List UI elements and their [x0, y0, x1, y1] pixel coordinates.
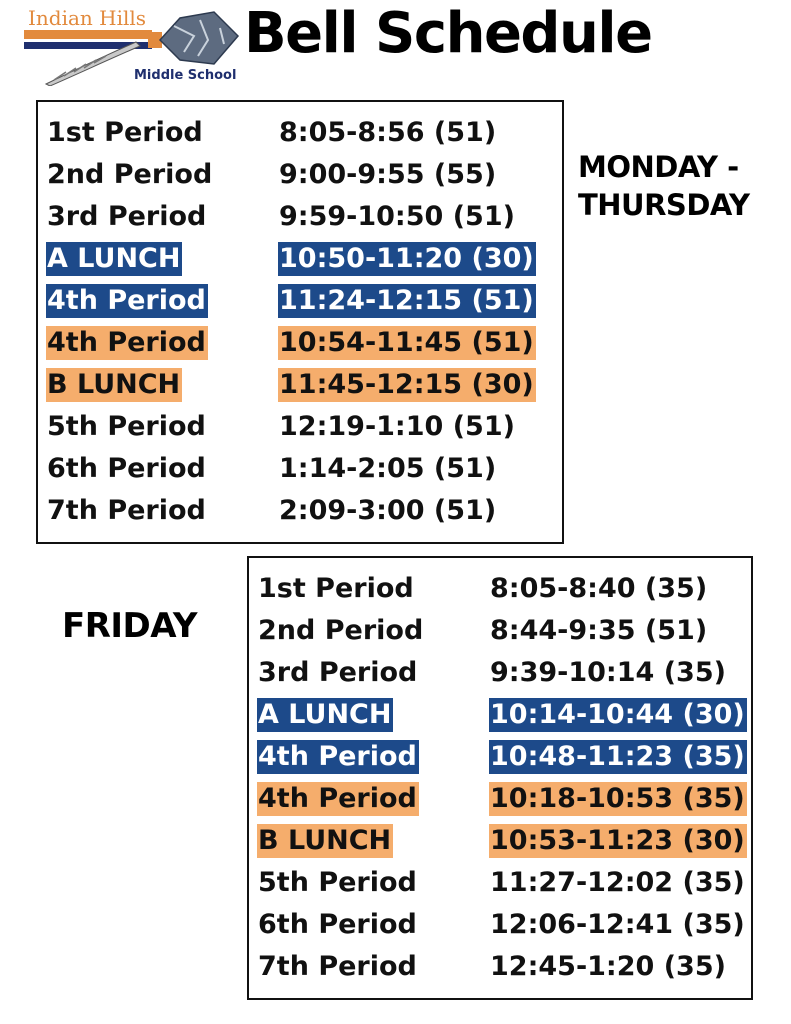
period-name: 6th Period [258, 909, 417, 940]
monday-thursday-label-line1: MONDAY - [578, 150, 739, 184]
schedule-row [257, 572, 759, 606]
schedule-row [257, 614, 759, 648]
period-time: 9:00-9:55 (55) [279, 159, 497, 190]
period-time: 12:45-1:20 (35) [490, 951, 726, 982]
period-name: 7th Period [258, 951, 417, 982]
monday-thursday-schedule [36, 100, 564, 544]
schedule-row [46, 116, 570, 150]
period-name: 7th Period [47, 495, 206, 526]
period-name: B LUNCH [258, 825, 392, 856]
schedule-row [257, 950, 759, 984]
period-name: 4th Period [47, 327, 206, 358]
period-name: 1st Period [47, 117, 203, 148]
schedule-row [257, 908, 759, 942]
schedule-row [46, 200, 570, 234]
period-name: A LUNCH [47, 243, 181, 274]
period-time: 9:59-10:50 (51) [279, 201, 515, 232]
period-name: 5th Period [47, 411, 206, 442]
period-time: 9:39-10:14 (35) [490, 657, 726, 688]
period-time: 10:48-11:23 (35) [490, 741, 745, 772]
schedule-row [46, 284, 570, 318]
school-type-wordmark: Middle School [134, 68, 237, 83]
period-time: 8:05-8:40 (35) [490, 573, 708, 604]
period-name: 2nd Period [47, 159, 213, 190]
period-name: 4th Period [258, 741, 417, 772]
page-title: Bell Schedule [244, 1, 652, 66]
schedule-row [46, 242, 570, 276]
period-time: 10:54-11:45 (51) [279, 327, 534, 358]
period-time: 11:24-12:15 (51) [279, 285, 534, 316]
schedule-row [257, 656, 759, 690]
monday-thursday-label [578, 148, 750, 224]
period-time: 2:09-3:00 (51) [279, 495, 497, 526]
period-name: 4th Period [47, 285, 206, 316]
school-logo [24, 6, 244, 86]
schedule-row [46, 326, 570, 360]
period-name: 2nd Period [258, 615, 424, 646]
period-time: 12:19-1:10 (51) [279, 411, 515, 442]
period-name: 3rd Period [47, 201, 207, 232]
schedule-row [46, 452, 570, 486]
period-time: 11:27-12:02 (35) [490, 867, 745, 898]
period-time: 1:14-2:05 (51) [279, 453, 497, 484]
period-time: 10:50-11:20 (30) [279, 243, 534, 274]
period-time: 10:18-10:53 (35) [490, 783, 745, 814]
period-time: 11:45-12:15 (30) [279, 369, 534, 400]
schedule-row [46, 158, 570, 192]
period-name: 6th Period [47, 453, 206, 484]
schedule-row [46, 368, 570, 402]
period-name: 3rd Period [258, 657, 418, 688]
schedule-row [46, 494, 570, 528]
schedule-row [257, 740, 759, 774]
period-name: 5th Period [258, 867, 417, 898]
period-name: A LUNCH [258, 699, 392, 730]
schedule-row [257, 824, 759, 858]
school-name-wordmark: Indian Hills [28, 6, 147, 30]
schedule-row [257, 866, 759, 900]
schedule-row [257, 782, 759, 816]
friday-label: FRIDAY [62, 606, 197, 646]
period-time: 8:44-9:35 (51) [490, 615, 708, 646]
period-name: 4th Period [258, 783, 417, 814]
friday-schedule [247, 556, 753, 1000]
schedule-row [46, 410, 570, 444]
period-time: 8:05-8:56 (51) [279, 117, 497, 148]
period-name: 1st Period [258, 573, 414, 604]
monday-thursday-label-line2: THURSDAY [578, 188, 750, 222]
period-time: 12:06-12:41 (35) [490, 909, 745, 940]
period-name: B LUNCH [47, 369, 181, 400]
schedule-row [257, 698, 759, 732]
period-time: 10:14-10:44 (30) [490, 699, 745, 730]
period-time: 10:53-11:23 (30) [490, 825, 745, 856]
